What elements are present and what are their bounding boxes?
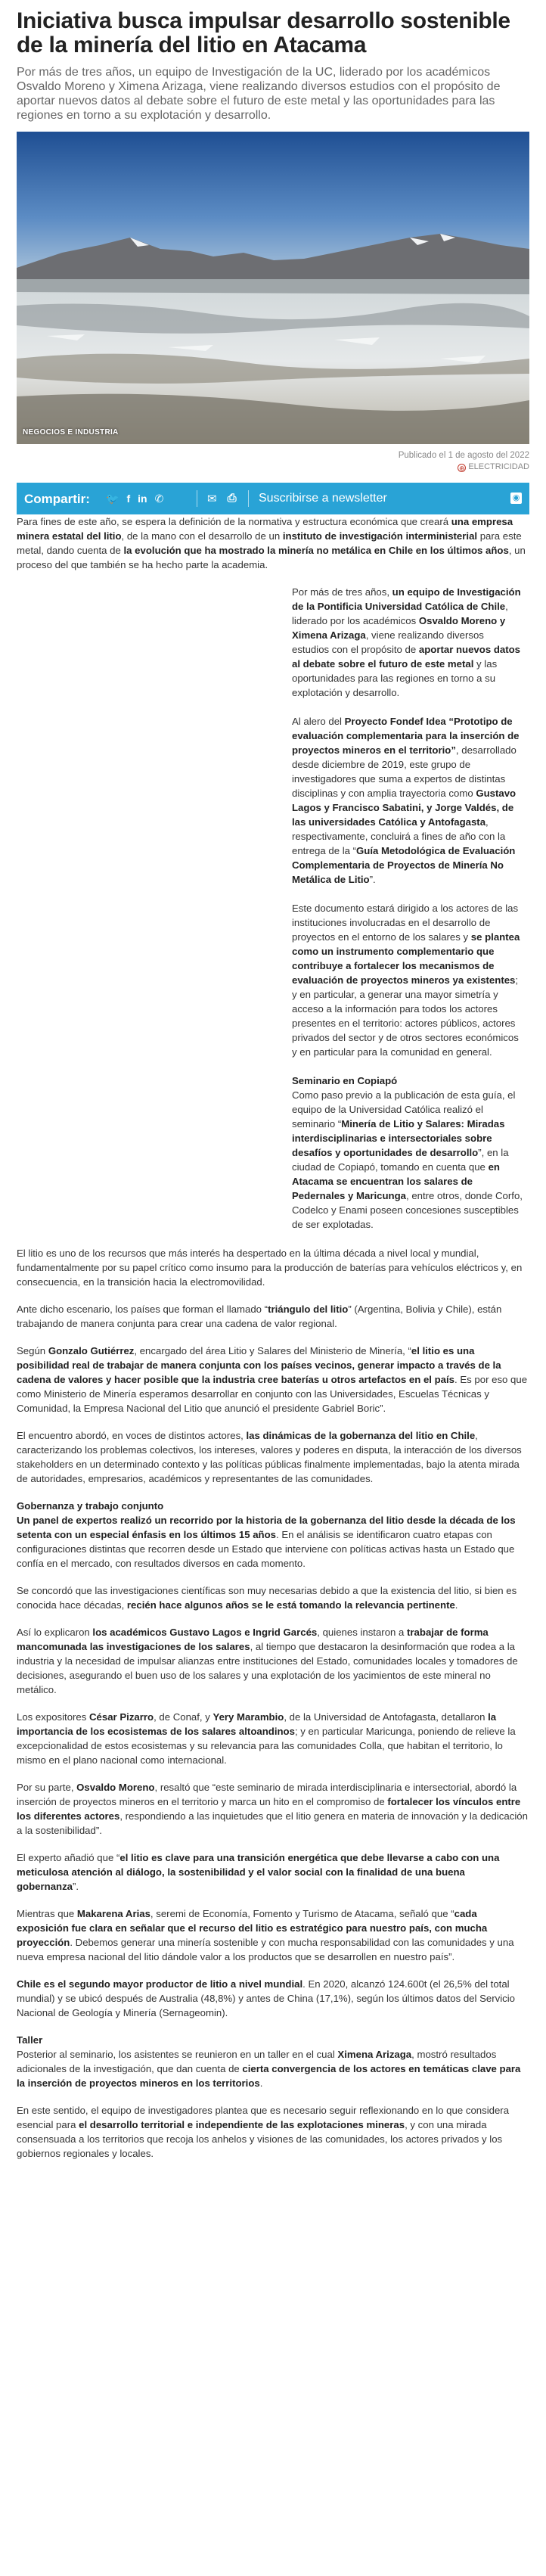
share-icons-secondary xyxy=(207,492,237,505)
paragraph: Se concordó que las investigaciones científicas son muy necesarias debido a que la existencia del litio, si bien es conocida hace décadas, recién hace algunos años se le está tomando la relevancia pertinente. xyxy=(17,1585,517,1611)
paragraph: Taller Posterior al seminario, los asistentes se reunieron en un taller en el cual Ximena Arizaga, mostró resultados adicionales de la investigación, que dan cuenta de cierta convergencia de los actores en temáticas clave para la inserción de proyectos mineros en los territorios. xyxy=(17,2034,521,2089)
article-main xyxy=(17,1246,529,2161)
article-body xyxy=(17,514,529,2161)
paragraph: Según Gonzalo Gutiérrez, encargado del área Litio y Salares del Ministerio de Minería, “el litio es una posibilidad real de trabajar de manera conjunta con los países vecinos, generar impacto a través de la cadena de valores y hacer posible que la industria cree baterías u otros artefactos en el país. Es por eso que como Ministerio de Minería esperamos desarrollar en conjunto con las Universidades, Escuelas Técnicas y Comunidad, la Empresa Nacional del Litio que anunció el presidente Gabriel Boric”. xyxy=(17,1345,528,1414)
share-label: Compartir: xyxy=(24,492,90,506)
rss-icon[interactable]: ◉ xyxy=(510,493,522,504)
paragraph: El encuentro abordó, en voces de distintos actores, las dinámicas de la gobernanza del litio en Chile, caracterizando los problemas colectivos, los intereses, valores y poderes en disputa, la interacción de los diversos stakeholders en un determinado contexto y las políticas públicas finalmente implementadas, bajo la atenta mirada de autoridades, empresarios, académicos y representantes de las comunidades. xyxy=(17,1430,522,1484)
paragraph: Este documento estará dirigido a los actores de las instituciones involucradas en el desarrollo de proyectos en el entorno de los salares y se plantea como un instrumento complementario que contribuye a fortalecer los mecanismos de evaluación de proyectos mineros ya existentes; y en particular, a generar una mayor simetría y acceso a la información para todos los actores presentes en el territorio: actores públicos, actores privados del sector y de otros sectores económicos y en particular para la comunidad en general. xyxy=(292,903,520,1058)
article-lead: Por más de tres años, un equipo de Investigación de la UC, liderado por los académicos Osvaldo Moreno y Ximena Arizaga, viene realizando diversos estudios con el propósito de aportar nuevos datos al debate sobre el futuro de este metal y las oportunidades para las regiones en torno a su explotación y desarrollo. xyxy=(17,66,501,122)
share-icons xyxy=(106,493,163,505)
paragraph: En este sentido, el equipo de investigadores plantea que es necesario seguir reflexionando en lo que considera esencial para el desarrollo territorial e independiente de las explotaciones mineras, y con una mirada consensuada a los territorios que recoja los anhelos y visiones de las comunidades, los actores privados y los gobiernos regionales y locales. xyxy=(17,2105,510,2159)
category-text[interactable]: ELECTRICIDAD xyxy=(468,462,529,471)
paragraph: Seminario en Copiapó Como paso previo a la publicación de esta guía, el equipo de la Universidad Católica realizó el seminario “Minería de Litio y Salares: Miradas interdisciplinarias e intersectoriales sobre desafíos y oportunidades de desarrollo”, en la ciudad de Copiapó, tomando en cuenta que en Atacama se encuentran los salares de Pedernales y Maricunga, entre otros, donde Corfo, Codelco y Enami poseen concesiones susceptibles de ser explotadas. xyxy=(292,1075,523,1230)
article-title: Iniciativa busca impulsar desarrollo sostenible de la minería del litio en Atacama xyxy=(17,8,510,57)
paragraph: Así lo explicaron los académicos Gustavo Lagos e Ingrid Garcés, quienes instaron a trabajar de forma mancomunada las investigaciones de los salares, al tiempo que destacaron la desinformación que rodea a la industria y la necesidad de impulsar alianzas entre instituciones del Estado, comunidades locales y tomadores de decisiones, asegurando el buen uso de los salares y una explotación de los yacimientos de este mineral no metálico. xyxy=(17,1627,518,1695)
paragraph: Para fines de este año, se espera la definición de la normativa y estructura económica que creará una empresa minera estatal del litio, de la mano con el desarrollo de un instituto de investigación interministerial para este metal, dando cuenta de la evolución que ha mostrado la minería no metálica en Chile en los últimos años, un proceso del que también se ha hecho parte la academia. xyxy=(17,516,526,570)
newsletter-link[interactable]: Suscribirse a newsletter xyxy=(259,492,387,505)
print-icon[interactable]: ⎙ xyxy=(227,492,237,505)
paragraph: Los expositores César Pizarro, de Conaf, y Yery Marambio, de la Universidad de Antofagasta, detallaron la importancia de los ecosistemas de los salares altoandinos; y en particular Maricunga, poniendo de relieve la excepcionalidad de estos ecosistemas y su relevancia para las comunidades Colla, que habitan el territorio, lo mismo en el plano nacional como internacional. xyxy=(17,1711,516,1766)
linkedin-icon[interactable]: in xyxy=(138,493,147,505)
whatsapp-icon[interactable]: ✆ xyxy=(154,493,164,505)
paragraph: Por más de tres años, un equipo de Investigación de la Pontificia Universidad Católica de Chile, liderado por los académicos Osvaldo Moreno y Ximena Arizaga, viene realizando diversos estudios con el propósito de aportar nuevos datos al debate sobre el futuro de este metal y las oportunidades para las regiones en torno a su explotación y desarrollo. xyxy=(292,586,521,698)
paragraph: Mientras que Makarena Arias, seremi de Economía, Fomento y Turismo de Atacama, señaló que “cada exposición fue clara en señalar que el recurso del litio es estratégico para nuestro país, con mucha proyección. Debemos generar una minería sostenible y con mucha responsabilidad con las comunidades y una nueva empresa nacional del litio dándole valor a los productos que se desarrollen en nuestro país”. xyxy=(17,1908,514,1962)
paragraph: Ante dicho escenario, los países que forman el llamado “triángulo del litio” (Argentina, Bolivia y Chile), están trabajando de manera conjunta para crear una cadena de valor regional. xyxy=(17,1304,502,1329)
hero-image xyxy=(17,132,529,444)
paragraph: Chile es el segundo mayor productor de litio a nivel mundial. En 2020, alcanzó 124.600t (el 26,5% del total mundial) y se ubicó después de Australia (48,8%) y antes de China (17,1%), según los últimos datos del Servicio Nacional de Geología y Minería (Sernageomin). xyxy=(17,1978,515,2018)
publish-date: Publicado el 1 de agosto del 2022 xyxy=(398,451,529,460)
divider xyxy=(248,490,249,507)
article xyxy=(17,0,529,2174)
category-label xyxy=(17,462,529,472)
paragraph: Gobernanza y trabajo conjunto Un panel de expertos realizó un recorrido por la historia de la gobernanza del litio desde la década de los setenta con un especial énfasis en los últimos 15 años. En el análisis se identificaron cuatro etapas con configuraciones distintas que recorren desde un Estado que interviene con políticas activas hasta un Estado que confía en el mercado, con resultados diversos en cada momento. xyxy=(17,1500,516,1569)
facebook-icon[interactable]: f xyxy=(126,493,131,505)
paragraph: El litio es uno de los recursos que más interés ha despertado en la última década a nivel local y mundial, fundamentalmente por su papel crítico como insumo para la producción de baterías para vehículos eléctricos y, en consecuencia, en la transición hacia la electromovilidad. xyxy=(17,1248,523,1288)
paragraph: Por su parte, Osvaldo Moreno, resaltó que “este seminario de mirada interdisciplinaria e intersectorial, abordó la inserción de proyectos mineros en el territorio y marca un hito en el compromiso de fortalecer los vínculos entre los diferentes actores, respondiendo a las inquietudes que el litio genera en materia de innovación y la dedicación a la sostenibilidad”. xyxy=(17,1782,528,1836)
email-icon[interactable]: ✉ xyxy=(207,493,217,505)
landscape-illustration xyxy=(17,132,529,444)
share-bar xyxy=(17,483,529,514)
twitter-icon[interactable]: 🐦 xyxy=(106,493,119,505)
category-icon: ⊕ xyxy=(459,465,465,472)
paragraph: El experto añadió que “el litio es clave para una transición energética que debe llevarse a cabo con una meticulosa atención al diálogo, la sostenibilidad y el valor social con la finalidad de una buena gobernanza”. xyxy=(17,1852,500,1892)
sidebar-column xyxy=(292,585,523,1232)
image-tag: NEGOCIOS E INDUSTRIA xyxy=(23,428,119,437)
paragraph: Al alero del Proyecto Fondef Idea “Prototipo de evaluación complementaria para la inserción de proyectos mineros en el territorio”, desarrollado desde diciembre de 2019, este grupo de investigadores que suma a expertos de distintas disciplinas y con amplia trayectoria como Gustavo Lagos y Francisco Sabatini, y Jorge Valdés, de las universidades Católica y Antofagasta, respectivamente, concluirá a fines de año con la entrega de la “Guía Metodológica de Evaluación Complementaria de Proyectos de Minería No Metálica de Litio”. xyxy=(292,716,520,885)
